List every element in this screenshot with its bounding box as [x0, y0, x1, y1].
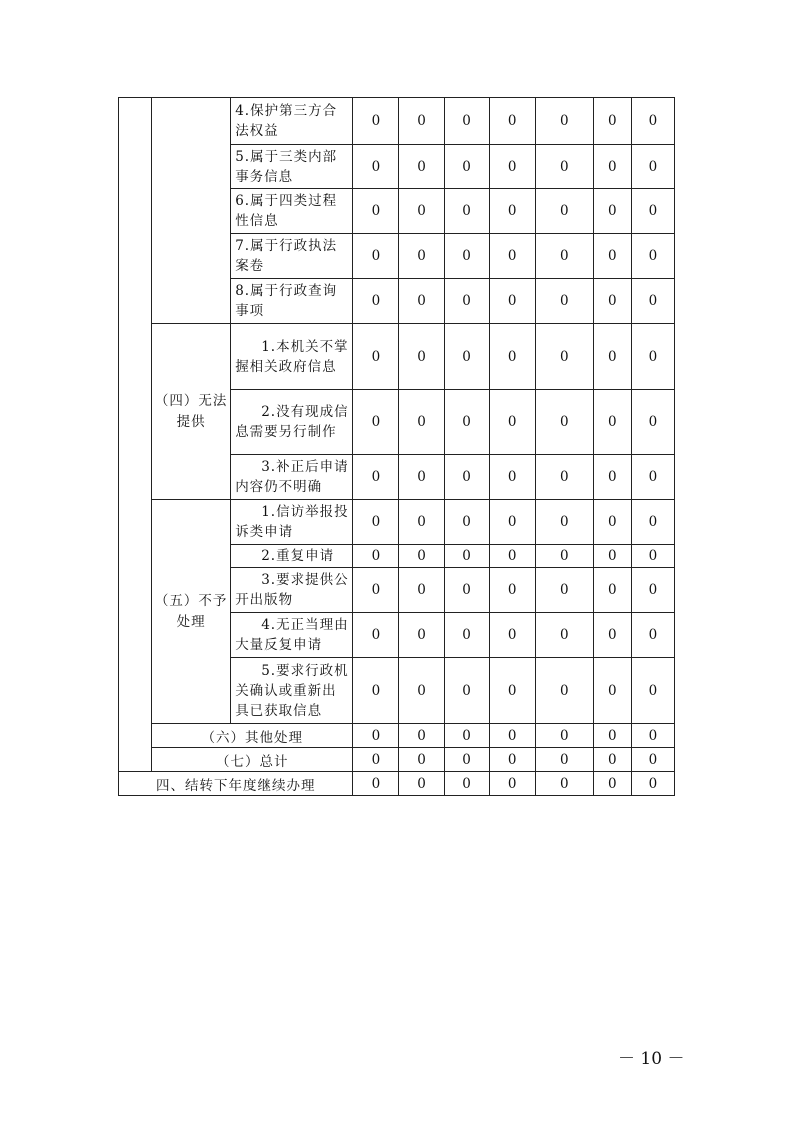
value-cell: 0	[399, 98, 444, 145]
value-cell: 0	[489, 500, 535, 545]
value-cell: 0	[535, 724, 593, 748]
value-cell: 0	[593, 324, 631, 390]
other-processing-label: （六）其他处理	[152, 724, 353, 748]
value-cell: 0	[535, 658, 593, 724]
value-cell: 0	[489, 98, 535, 145]
value-cell: 0	[631, 234, 674, 279]
value-cell: 0	[593, 500, 631, 545]
value-cell: 0	[444, 455, 489, 500]
group-label-not-processed: （五）不予处理	[152, 500, 231, 724]
value-cell: 0	[353, 724, 399, 748]
value-cell: 0	[631, 724, 674, 748]
row-label: 5.属于三类内部事务信息	[231, 145, 353, 189]
value-cell: 0	[489, 390, 535, 455]
value-cell: 0	[444, 500, 489, 545]
group-label-unable-to-provide: （四）无法提供	[152, 324, 231, 500]
table-row	[119, 324, 675, 390]
value-cell: 0	[353, 189, 399, 234]
value-cell: 0	[489, 658, 535, 724]
value-cell: 0	[535, 234, 593, 279]
value-cell: 0	[535, 455, 593, 500]
value-cell: 0	[399, 324, 444, 390]
value-cell: 0	[353, 613, 399, 658]
value-cell: 0	[489, 568, 535, 613]
value-cell: 0	[399, 772, 444, 796]
value-cell: 0	[353, 324, 399, 390]
value-cell: 0	[593, 658, 631, 724]
value-cell: 0	[535, 98, 593, 145]
row-label: 2.没有现成信息需要另行制作	[231, 390, 353, 455]
value-cell: 0	[444, 279, 489, 324]
value-cell: 0	[631, 613, 674, 658]
value-cell: 0	[399, 568, 444, 613]
value-cell: 0	[593, 568, 631, 613]
value-cell: 0	[353, 568, 399, 613]
value-cell: 0	[535, 545, 593, 568]
value-cell: 0	[593, 772, 631, 796]
value-cell: 0	[593, 455, 631, 500]
value-cell: 0	[399, 724, 444, 748]
value-cell: 0	[631, 390, 674, 455]
row-label: 5.要求行政机关确认或重新出具已获取信息	[231, 658, 353, 724]
row-label: 4.保护第三方合法权益	[231, 98, 353, 145]
value-cell: 0	[593, 545, 631, 568]
value-cell: 0	[631, 748, 674, 772]
value-cell: 0	[631, 279, 674, 324]
value-cell: 0	[631, 772, 674, 796]
value-cell: 0	[353, 145, 399, 189]
value-cell: 0	[444, 390, 489, 455]
value-cell: 0	[489, 748, 535, 772]
row-label: 3.补正后申请内容仍不明确	[231, 455, 353, 500]
table-row	[119, 98, 675, 145]
value-cell: 0	[444, 772, 489, 796]
outer-group-cell	[119, 98, 152, 772]
value-cell: 0	[353, 390, 399, 455]
value-cell: 0	[631, 455, 674, 500]
carry-over-label: 四、结转下年度继续办理	[119, 772, 353, 796]
value-cell: 0	[444, 98, 489, 145]
value-cell: 0	[631, 98, 674, 145]
value-cell: 0	[444, 724, 489, 748]
value-cell: 0	[631, 500, 674, 545]
value-cell: 0	[535, 748, 593, 772]
value-cell: 0	[353, 772, 399, 796]
value-cell: 0	[353, 279, 399, 324]
value-cell: 0	[444, 145, 489, 189]
value-cell: 0	[593, 748, 631, 772]
value-cell: 0	[593, 390, 631, 455]
value-cell: 0	[631, 658, 674, 724]
value-cell: 0	[353, 658, 399, 724]
value-cell: 0	[489, 724, 535, 748]
value-cell: 0	[593, 234, 631, 279]
value-cell: 0	[444, 568, 489, 613]
value-cell: 0	[399, 279, 444, 324]
value-cell: 0	[489, 324, 535, 390]
value-cell: 0	[489, 455, 535, 500]
value-cell: 0	[399, 613, 444, 658]
value-cell: 0	[399, 500, 444, 545]
value-cell: 0	[353, 500, 399, 545]
value-cell: 0	[489, 613, 535, 658]
page-number: － 10 －	[618, 1049, 685, 1069]
value-cell: 0	[535, 189, 593, 234]
value-cell: 0	[444, 234, 489, 279]
row-label: 8.属于行政查询事项	[231, 279, 353, 324]
row-label: 1.信访举报投诉类申请	[231, 500, 353, 545]
statistics-table	[118, 97, 675, 796]
value-cell: 0	[535, 145, 593, 189]
value-cell: 0	[444, 748, 489, 772]
value-cell: 0	[631, 568, 674, 613]
total-label: （七）总计	[152, 748, 353, 772]
value-cell: 0	[444, 658, 489, 724]
value-cell: 0	[444, 189, 489, 234]
value-cell: 0	[593, 724, 631, 748]
value-cell: 0	[593, 145, 631, 189]
value-cell: 0	[399, 748, 444, 772]
value-cell: 0	[399, 189, 444, 234]
value-cell: 0	[489, 145, 535, 189]
table-row	[119, 500, 675, 545]
value-cell: 0	[535, 279, 593, 324]
value-cell: 0	[489, 279, 535, 324]
value-cell: 0	[631, 145, 674, 189]
value-cell: 0	[535, 390, 593, 455]
value-cell: 0	[593, 98, 631, 145]
value-cell: 0	[593, 279, 631, 324]
value-cell: 0	[489, 189, 535, 234]
table-row	[119, 748, 675, 772]
value-cell: 0	[399, 455, 444, 500]
row-label: 2.重复申请	[231, 545, 353, 568]
value-cell: 0	[593, 613, 631, 658]
row-label: 6.属于四类过程性信息	[231, 189, 353, 234]
value-cell: 0	[535, 324, 593, 390]
value-cell: 0	[593, 189, 631, 234]
value-cell: 0	[353, 98, 399, 145]
value-cell: 0	[489, 234, 535, 279]
table-row	[119, 724, 675, 748]
value-cell: 0	[631, 324, 674, 390]
row-label: 4.无正当理由大量反复申请	[231, 613, 353, 658]
value-cell: 0	[535, 500, 593, 545]
value-cell: 0	[444, 545, 489, 568]
value-cell: 0	[399, 545, 444, 568]
value-cell: 0	[444, 613, 489, 658]
value-cell: 0	[535, 613, 593, 658]
group-cell-continued	[152, 98, 231, 324]
row-label: 7.属于行政执法案卷	[231, 234, 353, 279]
value-cell: 0	[535, 772, 593, 796]
value-cell: 0	[489, 545, 535, 568]
value-cell: 0	[353, 455, 399, 500]
value-cell: 0	[444, 324, 489, 390]
value-cell: 0	[353, 748, 399, 772]
row-label: 1.本机关不掌握相关政府信息	[231, 324, 353, 390]
table-row	[119, 772, 675, 796]
value-cell: 0	[489, 772, 535, 796]
value-cell: 0	[353, 545, 399, 568]
value-cell: 0	[399, 145, 444, 189]
value-cell: 0	[535, 568, 593, 613]
value-cell: 0	[399, 234, 444, 279]
value-cell: 0	[399, 390, 444, 455]
row-label: 3.要求提供公开出版物	[231, 568, 353, 613]
value-cell: 0	[631, 545, 674, 568]
value-cell: 0	[631, 189, 674, 234]
value-cell: 0	[399, 658, 444, 724]
value-cell: 0	[353, 234, 399, 279]
